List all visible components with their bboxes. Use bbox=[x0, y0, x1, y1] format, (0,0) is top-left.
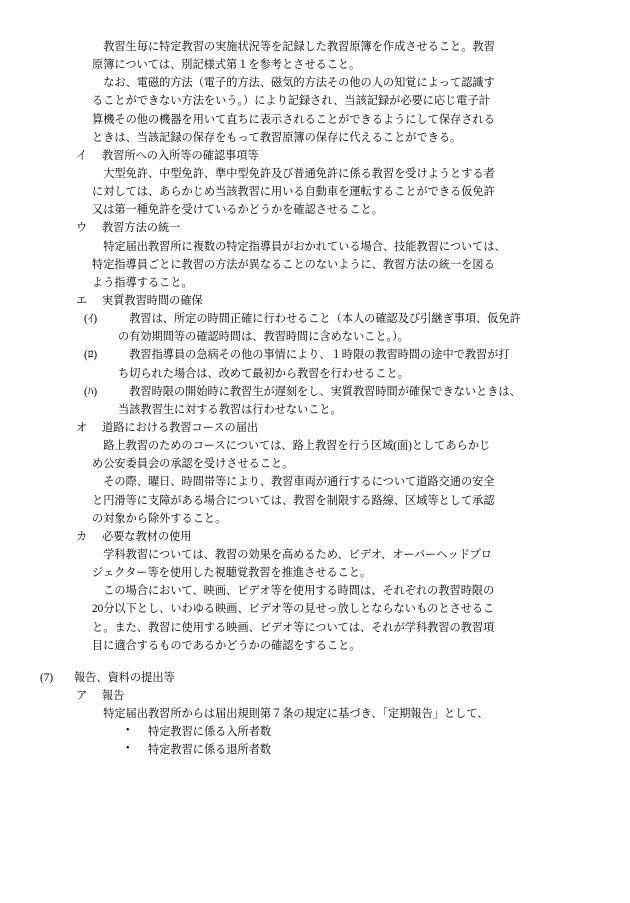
sub-item-ha bbox=[84, 383, 584, 419]
sub-item-body bbox=[118, 383, 584, 419]
paragraph-block bbox=[92, 582, 584, 655]
text-line: 特定指導員ごとに教習の方法が異なることのないように、教習方法の統一を図る bbox=[92, 258, 495, 271]
item-title: 必要な教材の使用 bbox=[102, 530, 192, 543]
item-marker: エ bbox=[76, 294, 88, 307]
item-heading-i bbox=[76, 147, 584, 165]
text-line: の対象から除外すること。 bbox=[92, 512, 227, 525]
text-line: ることができない方法をいう。）により記録され、当該記録が必要に応じ電子計 bbox=[92, 95, 490, 108]
item-marker: イ bbox=[76, 149, 88, 162]
text-line: ジェクター等を使用した視聴覚教習を推進させること。 bbox=[92, 567, 372, 580]
paragraph-block bbox=[92, 74, 584, 147]
text-line: 特定届出教習所に複数の特定指導員がおかれている場合、技能教習については、 bbox=[103, 240, 506, 253]
item-heading-o bbox=[76, 419, 584, 437]
text-line: なお、電磁的方法（電子的方法、磁気的方法その他の人の知覚によって認識す bbox=[103, 77, 495, 90]
item-heading-ka bbox=[76, 528, 584, 546]
text-line: ときは、当該記録の保存をもって教習原簿の保存に代えることができる。 bbox=[92, 131, 462, 144]
sub-item-body bbox=[118, 346, 584, 382]
text-line: この場合において、映画、ビデオ等を使用する時間は、それぞれの教習時限の bbox=[103, 585, 495, 598]
list-item bbox=[126, 741, 590, 759]
section-title: 報告、資料の提出等 bbox=[74, 671, 175, 684]
item-title: 報告 bbox=[102, 689, 125, 702]
text-line: 又は第一種免許を受けているかどうかを確認させること。 bbox=[92, 204, 383, 217]
list-item-label: 特定教習に係る入所者数 bbox=[148, 726, 272, 739]
text-line: め公安委員会の承認を受けさせること。 bbox=[92, 458, 294, 471]
sub-item-marker: (ｲ) bbox=[84, 313, 98, 326]
item-marker: ア bbox=[76, 689, 88, 702]
bullet-icon: • bbox=[126, 725, 130, 737]
sub-item-i bbox=[84, 310, 584, 346]
text-line: 学科教習については、教習の効果を高めるため、ビデオ、オーバーヘッドプロ bbox=[103, 548, 492, 561]
section-marker: (7) bbox=[40, 671, 54, 684]
text-line: ち切られた場合は、改めて最初から教習を行わせること。 bbox=[118, 367, 409, 380]
section-heading-7 bbox=[40, 669, 590, 687]
paragraph-block bbox=[92, 546, 584, 582]
list-item bbox=[126, 723, 590, 741]
paragraph-block bbox=[92, 238, 584, 292]
sub-item-body bbox=[118, 310, 584, 346]
item-marker: オ bbox=[76, 421, 88, 434]
text-line: と。また、教習に使用する映画、ビデオ等については、それが学科教習の教習項 bbox=[92, 621, 495, 634]
list-item-label: 特定教習に係る退所者数 bbox=[148, 744, 272, 757]
text-line: 路上教習のためのコースについては、路上教習を行う区域(面)としてあらかじ bbox=[103, 440, 491, 453]
text-line: 特定届出教習所からは届出規則第７条の規定に基づき、「定期報告」として、 bbox=[103, 708, 489, 721]
text-line: その際、曜日、時間帯等により、教習車両が通行するについて道路交通の安全 bbox=[103, 476, 495, 489]
text-line: 当該教習生に対する教習は行わせないこと。 bbox=[118, 403, 342, 416]
item-marker: ウ bbox=[76, 222, 88, 235]
sub-item-ro bbox=[84, 346, 584, 382]
text-line: 教習は、所定の時間正確に行わせること（本人の確認及び引継ぎ事項、仮免許 bbox=[129, 313, 521, 326]
text-line: 大型免許、中型免許、準中型免許及び普通免許に係る教習を受けようとする者 bbox=[103, 167, 495, 180]
text-line: 算機その他の機器を用いて直ちに表示されることができるようにして保存される bbox=[92, 113, 495, 126]
text-line: 教習指導員の急病その他の事情により、１時限の教習時間の途中で教習が打 bbox=[129, 349, 510, 362]
item-marker: カ bbox=[76, 530, 88, 543]
paragraph-block bbox=[92, 473, 584, 527]
text-line: 20分以下とし、いわゆる映画、ビデオ等の見せっ放しとならないものとさせるこ bbox=[92, 603, 495, 616]
section-spacer bbox=[40, 655, 590, 669]
paragraph-block bbox=[92, 705, 584, 723]
item-title: 教習方法の統一 bbox=[102, 222, 181, 235]
text-line: に対しては、あらかじめ当該教習に用いる自動車を運転することができる仮免許 bbox=[92, 186, 495, 199]
paragraph-block bbox=[92, 165, 584, 219]
sub-item-marker: (ﾛ) bbox=[84, 349, 98, 362]
bullet-icon: • bbox=[126, 743, 130, 755]
item-heading-u bbox=[76, 219, 584, 237]
item-title: 道路における教習コースの届出 bbox=[102, 421, 259, 434]
text-line: 教習生毎に特定教習の実施状況等を記録した教習原簿を作成させること。教習 bbox=[103, 41, 495, 53]
item-title: 実質教習時間の確保 bbox=[102, 294, 203, 307]
paragraph-block bbox=[92, 38, 584, 74]
text-line: 教習時限の開始時に教習生が遅刻をし、実質教習時間が確保できないときは、 bbox=[129, 385, 521, 398]
item-heading-e bbox=[76, 292, 584, 310]
text-line: 原簿については、別記様式第１を参考とさせること。 bbox=[92, 59, 361, 72]
text-line: の有効期間等の確認時間は、教習時間に含めないこと。）。 bbox=[118, 331, 409, 344]
item-heading-a bbox=[76, 687, 584, 705]
text-line: 目に適合するものであるかどうかの確認をすること。 bbox=[92, 639, 361, 652]
text-line: と円滑等に支障がある場合については、教習を制限する路線、区域等として承認 bbox=[92, 494, 495, 507]
text-line: よう指導すること。 bbox=[92, 276, 193, 289]
item-title: 教習所への入所等の確認事項等 bbox=[102, 149, 259, 162]
sub-item-marker: (ﾊ) bbox=[84, 385, 98, 398]
paragraph-block bbox=[92, 437, 584, 473]
